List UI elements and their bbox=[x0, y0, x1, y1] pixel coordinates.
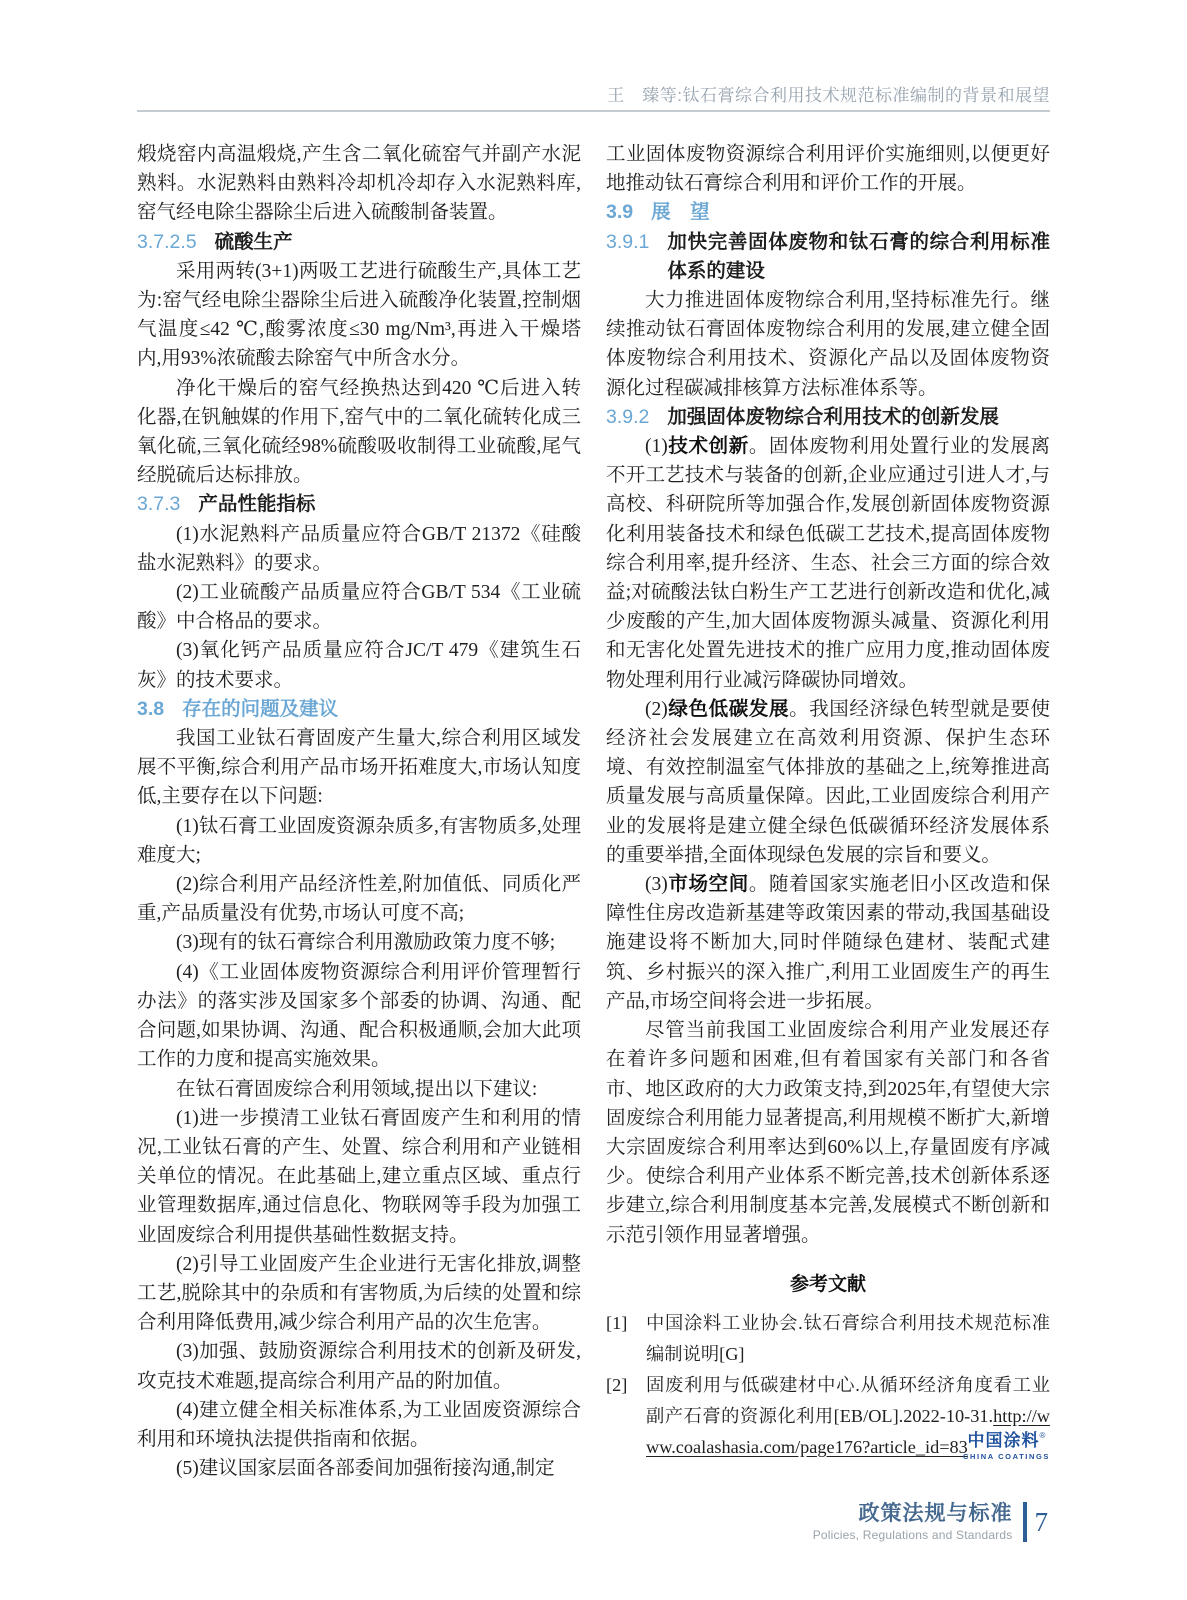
logo-en-text: CHINA COATINGS bbox=[963, 1452, 1050, 1461]
page-footer bbox=[813, 1502, 1048, 1542]
reference-label: [2] bbox=[606, 1374, 628, 1395]
section-number: 3.9.1 bbox=[606, 230, 650, 253]
reference-text: 中国涂料工业协会.钛石膏综合利用技术规范标准编制说明[G] bbox=[646, 1312, 1050, 1364]
list-item: (1)进一步摸清工业钛石膏固废产生和利用的情况,工业钛石膏的产生、处置、综合利用和产业链相关单位的情况。在此基础上,建立重点区域、重点行业管理数据库,通过信息化、物联网等手段为加强工业固废综合利用提供基础性数据支持。 bbox=[137, 1107, 581, 1246]
section-heading-3-9-2 bbox=[606, 403, 1050, 432]
footer-section-en: Policies, Regulations and Standards bbox=[812, 1527, 1013, 1542]
section-title: 展 望 bbox=[651, 201, 710, 224]
paragraph: 在钛石膏固废综合利用领域,提出以下建议: bbox=[176, 1078, 538, 1100]
list-item: (4)《工业固体废物资源综合利用评价管理暂行办法》的落实涉及国家多个部委的协调、沟通、配合问题,如果协调、沟通、配合积极通顺,会加大此项工作的力度和提高实施效果。 bbox=[137, 961, 581, 1071]
paragraph-text: 。我国经济绿色转型就是要使经济社会发展建立在高效利用资源、保护生态环境、有效控制温室气体排放的基础之上,统筹推进高质量发展与高质量保障。因此,工业固废综合利用产业的发展将是建立健全绿色低碳循环经济发展体系的重要举措,全面体现绿色发展的宗旨和要义。 bbox=[606, 698, 1050, 866]
running-header bbox=[137, 0, 1050, 112]
paragraph: 煅烧窑内高温煅烧,产生含二氧化硫窑气并副产水泥熟料。水泥熟料由熟料冷却机冷却存入水泥熟料库,窑气经电除尘器除尘后进入硫酸制备装置。 bbox=[137, 144, 581, 224]
section-heading-3-9 bbox=[606, 198, 1050, 227]
paragraph-text: 。固体废物利用处置行业的发展离不开工艺技术与装备的创新,企业应通过引进人才,与高校、科研院所等加强合作,发展创新固体废物资源化利用装备技术和绿色低碳工艺技术,提高固体废物综合利用率,提升经济、生态、社会三方面的综合效益;对硫酸法钛白粉生产工艺进行创新改造和优化,减少废酸的产生,加大固体废物源头减量、资源化利用和无害化处置先进技术的推广应用力度,推动固体废物处理利用行业减污降碳协同增效。 bbox=[606, 436, 1050, 691]
list-item: (3)现有的钛石膏综合利用激励政策力度不够; bbox=[176, 932, 556, 954]
paragraph: 大力推进固体废物综合利用,坚持标准先行。继续推动钛石膏固体废物综合利用的发展,建立健全固体废物综合利用技术、资源化产品以及固体废物资源化过程碳减排核算方法标准体系等。 bbox=[606, 290, 1050, 399]
left-column bbox=[137, 140, 581, 1483]
section-number: 3.8 bbox=[137, 697, 165, 720]
list-item bbox=[606, 695, 1050, 870]
section-heading-3-7-2-5 bbox=[137, 228, 581, 257]
right-column bbox=[606, 140, 1050, 1483]
reference-item bbox=[606, 1308, 1050, 1370]
list-item bbox=[606, 870, 1050, 1016]
list-marker: (2) bbox=[645, 698, 668, 720]
list-item: (3)加强、鼓励资源综合利用技术的创新及研发,攻克技术难题,提高综合利用产品的附加值。 bbox=[137, 1341, 581, 1392]
list-item: (2)综合利用产品经济性差,附加值低、同质化严重,产品质量没有优势,市场认可度不高; bbox=[137, 874, 581, 925]
section-heading-3-8 bbox=[137, 695, 581, 724]
china-coatings-logo bbox=[963, 1432, 1050, 1461]
list-item: (4)建立健全相关标准体系,为工业固废资源综合利用和环境执法提供指南和依据。 bbox=[137, 1399, 581, 1450]
registered-mark-icon: ® bbox=[1039, 1431, 1046, 1440]
list-item: (2)工业硫酸产品质量应符合GB/T 534《工业硫酸》中合格品的要求。 bbox=[137, 582, 581, 633]
two-column-body bbox=[137, 140, 1050, 1483]
section-heading-3-9-1 bbox=[606, 228, 1050, 286]
section-title: 加强固体废物综合利用技术的创新发展 bbox=[667, 405, 999, 428]
page-number: 7 bbox=[1034, 1506, 1048, 1537]
section-number: 3.9 bbox=[606, 201, 634, 224]
logo-cn-text: 中国涂料 bbox=[967, 1431, 1040, 1450]
paragraph: 净化干燥后的窑气经换热达到420 ℃后进入转化器,在钒触媒的作用下,窑气中的二氧化硫转化成三氧化硫,三氧化硫经98%硫酸吸收制得工业硫酸,尾气经脱硫后达标排放。 bbox=[137, 377, 581, 487]
header-rule bbox=[137, 110, 1050, 112]
list-marker: (1) bbox=[645, 436, 668, 458]
footer-divider-bar bbox=[1023, 1502, 1027, 1542]
section-number: 3.7.2.5 bbox=[137, 230, 197, 253]
bold-lead: 市场空间 bbox=[667, 873, 749, 896]
bold-lead: 绿色低碳发展 bbox=[667, 697, 790, 720]
list-item: (3)氧化钙产品质量应符合JC/T 479《建筑生石灰》的技术要求。 bbox=[137, 640, 581, 691]
section-number: 3.7.3 bbox=[137, 493, 181, 516]
footer-section-cn: 政策法规与标准 bbox=[858, 1501, 1013, 1525]
reference-citation: 固废利用与低碳建材中心.从循环经济角度看工业副产石膏的资源化利用[EB/OL].2022-10-31. bbox=[646, 1374, 1050, 1426]
footer-section-name bbox=[813, 1503, 1013, 1542]
paragraph: 尽管当前我国工业固废综合利用产业发展还存在着许多问题和困难,但有着国家有关部门和各省市、地区政府的大力政策支持,到2025年,有望使大宗固废综合利用能力显著提高,利用规模不断扩大,新增大宗固废综合利用率达到60%以上,存量固废有序减少。使综合利用产业体系不断完善,技术创新体系逐步建立,综合利用制度基本完善,发展模式不断创新和示范引领作用显著增强。 bbox=[606, 1020, 1050, 1246]
list-marker: (3) bbox=[645, 874, 668, 896]
section-title: 硫酸生产 bbox=[214, 230, 293, 253]
references-title: 参考文献 bbox=[789, 1273, 866, 1295]
list-item: (1)水泥熟料产品质量应符合GB/T 21372《硅酸盐水泥熟料》的要求。 bbox=[137, 523, 581, 574]
paragraph: 我国工业钛石膏固废产生量大,综合利用区域发展不平衡,综合利用产品市场开拓难度大,市场认知度低,主要存在以下问题: bbox=[137, 728, 581, 808]
list-item bbox=[606, 432, 1050, 695]
paragraph: 工业固体废物资源综合利用评价实施细则,以便更好地推动钛石膏综合利用和评价工作的开展。 bbox=[606, 144, 1050, 195]
paragraph: 采用两转(3+1)两吸工艺进行硫酸生产,具体工艺为:窑气经电除尘器除尘后进入硫酸净化装置,控制烟气温度≤42 ℃,酸雾浓度≤30 mg/Nm³,再进入干燥塔内,用93%浓硫酸去除窑气中所含水分。 bbox=[137, 260, 581, 370]
bold-lead: 技术创新 bbox=[667, 435, 749, 458]
paragraph-text: 。随着国家实施老旧小区改造和保障性住房改造新基建等政策因素的带动,我国基础设施建设将不断加大,同时伴随绿色建材、装配式建筑、乡村振兴的深入推广,利用工业固废生产的再生产品,市场空间将会进一步拓展。 bbox=[606, 874, 1050, 1012]
section-heading-3-7-3 bbox=[137, 490, 581, 519]
running-title: 王 臻等:钛石膏综合利用技术规范标准编制的背景和展望 bbox=[607, 86, 1050, 105]
list-item: (2)引导工业固废产生企业进行无害化排放,调整工艺,脱除其中的杂质和有害物质,为后续的处置和综合利用降低费用,减少综合利用产品的次生危害。 bbox=[137, 1253, 581, 1334]
section-title: 加快完善固体废物和钛石膏的综合利用标准体系的建设 bbox=[667, 230, 1050, 282]
section-title: 产品性能指标 bbox=[198, 493, 316, 516]
section-title: 存在的问题及建议 bbox=[182, 697, 339, 720]
reference-url-link[interactable]: http://www.coalashasia.com/page176?article_id=83 bbox=[646, 1405, 1050, 1457]
reference-label: [1] bbox=[606, 1312, 628, 1333]
list-item: (1)钛石膏工业固废资源杂质多,有害物质多,处理难度大; bbox=[137, 815, 581, 866]
section-number: 3.9.2 bbox=[606, 405, 650, 428]
list-item: (5)建议国家层面各部委间加强衔接沟通,制定 bbox=[176, 1458, 555, 1480]
